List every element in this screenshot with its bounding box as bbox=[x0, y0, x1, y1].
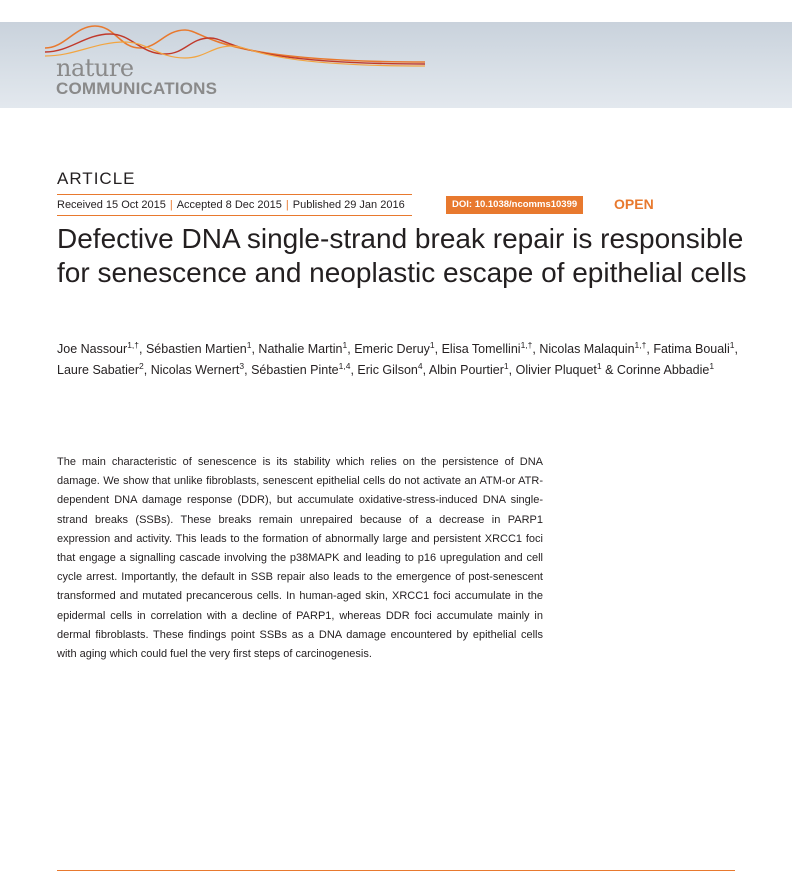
author-name: Sébastien Pinte bbox=[251, 363, 339, 377]
author-name: Emeric Deruy bbox=[354, 342, 430, 356]
footer-rule bbox=[57, 870, 735, 871]
open-access-label: OPEN bbox=[614, 196, 654, 212]
author-affiliation: 3 bbox=[239, 361, 245, 371]
author[interactable] bbox=[429, 363, 509, 377]
author-name: Nicolas Malaquin bbox=[539, 342, 635, 356]
author-affiliation: 4 bbox=[417, 361, 423, 371]
author-affiliation: 1 bbox=[429, 340, 435, 350]
date-separator: | bbox=[169, 199, 173, 211]
author-separator: , bbox=[139, 342, 146, 356]
doi-badge[interactable]: DOI: 10.1038/ncomms10399 bbox=[446, 196, 583, 214]
author-separator: , bbox=[143, 363, 151, 377]
author-separator: , bbox=[251, 342, 259, 356]
published-date: Published 29 Jan 2016 bbox=[292, 199, 405, 211]
article-type-label: ARTICLE bbox=[57, 169, 136, 188]
author-name: Laure Sabatier bbox=[57, 363, 140, 377]
author[interactable] bbox=[258, 342, 347, 356]
abstract: The main characteristic of senescence is its stability which relies on the persistence of DNA damage. We show that unlike fibroblasts, senescent epithelial cells do not activate an ATM-or ATR-dependent DNA damage response (DDR), but accumulate oxidative-stress-induced DNA single-strand breaks (SSBs). These breaks remain unrepaired because of a decrease in PARP1 expression and activity. This leads to the formation of abnormally large and persistent XRCC1 foci that engage a signalling cascade involving the p38MAPK and leading to p16 upregulation and cell cycle arrest. Importantly, the default in SSB repair also leads to the emergence of post-senescent transformed and mutated precancerous cells. In human-aged skin, XRCC1 foci accumulate in the epidermal cells in correlation with a decline of PARP1, whereas DDR foci accumulate mainly in dermal fibroblasts. These findings point SSBs as a DNA damage encountered by epithelial cells with aging which could fuel the very first steps of carcinogenesis. bbox=[57, 456, 543, 661]
author-separator: , bbox=[734, 342, 738, 356]
author-name: Olivier Pluquet bbox=[515, 363, 597, 377]
author-name: Nicolas Wernert bbox=[150, 363, 240, 377]
author-affiliation: 1,4 bbox=[338, 361, 351, 371]
author-affiliation: 1,† bbox=[127, 340, 140, 350]
author-name: Fatima Bouali bbox=[653, 342, 730, 356]
author[interactable] bbox=[354, 342, 434, 356]
author[interactable] bbox=[617, 363, 714, 377]
author[interactable] bbox=[146, 342, 252, 356]
author-affiliation: 1 bbox=[729, 340, 735, 350]
author-name: Sébastien Martien bbox=[145, 342, 247, 356]
received-date: Received 15 Oct 2015 bbox=[57, 199, 166, 211]
author-name: Eric Gilson bbox=[357, 363, 418, 377]
author[interactable] bbox=[357, 363, 422, 377]
author-name: Corinne Abbadie bbox=[616, 363, 710, 377]
author-separator: , bbox=[350, 363, 358, 377]
author-separator: , bbox=[532, 342, 540, 356]
date-separator: | bbox=[285, 199, 289, 211]
author-affiliation: 1 bbox=[246, 340, 252, 350]
author-list bbox=[57, 339, 747, 381]
author-separator: , bbox=[347, 342, 355, 356]
author-separator: , bbox=[422, 363, 429, 377]
author-name: Elisa Tomellini bbox=[441, 342, 521, 356]
author[interactable] bbox=[151, 363, 244, 377]
accepted-date: Accepted 8 Dec 2015 bbox=[176, 199, 282, 211]
author-separator: , bbox=[244, 363, 252, 377]
journal-logo-nature: nature bbox=[56, 54, 134, 82]
author-affiliation: 1 bbox=[596, 361, 602, 371]
author-separator: , bbox=[434, 342, 442, 356]
author[interactable] bbox=[442, 342, 533, 356]
author-affiliation: 1 bbox=[709, 361, 715, 371]
author-separator: , bbox=[508, 363, 516, 377]
author[interactable] bbox=[57, 342, 139, 356]
author[interactable] bbox=[57, 363, 144, 377]
article-title: Defective DNA single-strand break repair is responsible for senescence and neoplastic escape of epithelial cells bbox=[57, 223, 747, 288]
author[interactable] bbox=[539, 342, 646, 356]
author-separator: & bbox=[601, 363, 617, 377]
author-separator: , bbox=[646, 342, 654, 356]
author[interactable] bbox=[516, 363, 602, 377]
journal-banner bbox=[0, 22, 792, 108]
author[interactable] bbox=[653, 342, 734, 356]
article-dates bbox=[57, 194, 412, 216]
author-affiliation: 1,† bbox=[520, 340, 533, 350]
author-name: Nathalie Martin bbox=[258, 342, 343, 356]
journal-logo-communications: COMMUNICATIONS bbox=[56, 79, 218, 98]
author-affiliation: 1 bbox=[503, 361, 509, 371]
author-name: Albin Pourtier bbox=[428, 363, 504, 377]
author-affiliation: 1,† bbox=[634, 340, 647, 350]
author-affiliation: 1 bbox=[342, 340, 348, 350]
author-name: Joe Nassour bbox=[57, 342, 128, 356]
author[interactable] bbox=[251, 363, 350, 377]
author-affiliation: 2 bbox=[139, 361, 144, 371]
